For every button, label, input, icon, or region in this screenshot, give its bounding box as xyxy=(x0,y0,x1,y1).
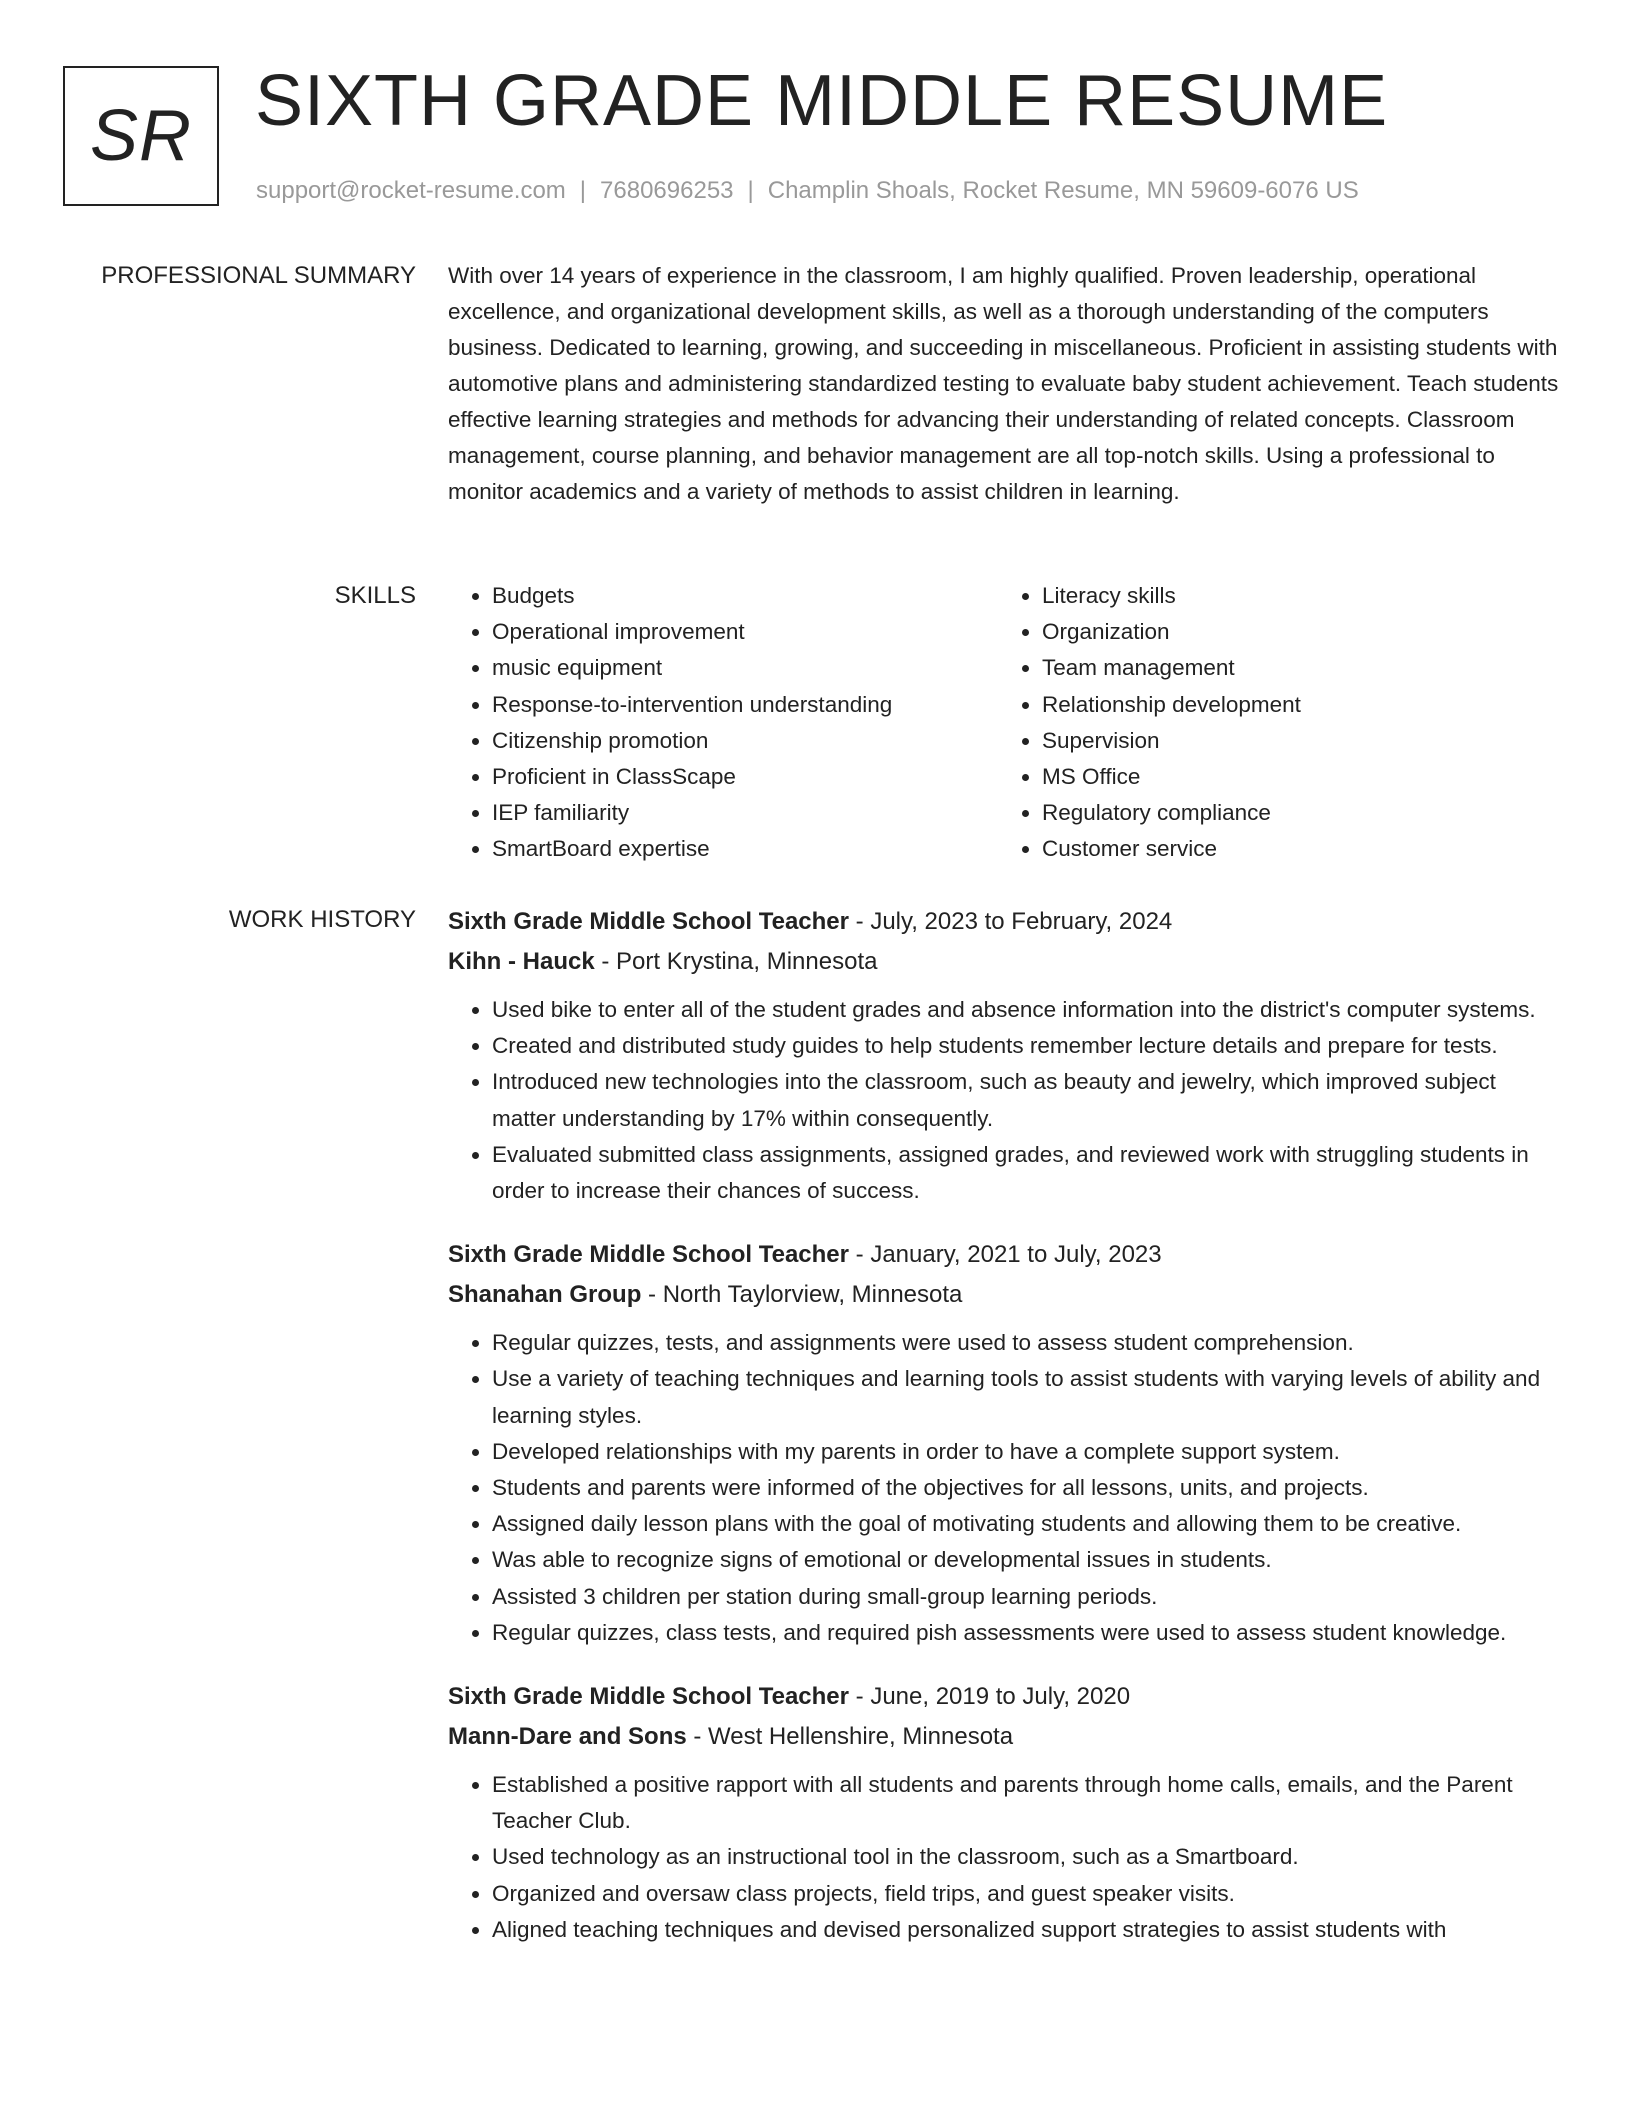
job-bullet: • Organized and oversaw class projects, field trips, and guest speaker visits. xyxy=(492,1876,1568,1912)
skill-item: • Operational improvement xyxy=(492,614,998,650)
job-entry xyxy=(448,1677,1568,1948)
skill-item: • Literacy skills xyxy=(1042,578,1548,614)
skills-columns xyxy=(448,578,1568,868)
job-company: Kihn - Hauck xyxy=(448,948,595,975)
job-location: - Port Krystina, Minnesota xyxy=(594,948,878,975)
job-bullet: • Used technology as an instructional tool in the classroom, such as a Smartboard. xyxy=(492,1839,1568,1875)
job-title-line xyxy=(448,1677,1568,1717)
summary-heading: PROFESSIONAL SUMMARY xyxy=(101,262,416,289)
summary-body xyxy=(448,258,1568,510)
skill-item: • Organization xyxy=(1042,614,1548,650)
job-location: - North Taylorview, Minnesota xyxy=(641,1281,963,1309)
contact-phone[interactable]: 7680696253 xyxy=(600,177,734,204)
job-bullet: • Assisted 3 children per station during small-group learning periods. xyxy=(492,1579,1568,1615)
job-bullet: • Regular quizzes, class tests, and required pish assessments were used to assess student knowledge. xyxy=(492,1615,1568,1651)
job-entry xyxy=(448,1235,1568,1651)
job-dates: - January, 2021 to July, 2023 xyxy=(848,1241,1162,1269)
skill-item: • SmartBoard expertise xyxy=(492,831,998,867)
skills-list-left xyxy=(448,578,998,868)
skills-list-right xyxy=(998,578,1548,868)
work-history-body xyxy=(448,902,1568,1974)
job-dates: - June, 2019 to July, 2020 xyxy=(848,1683,1131,1711)
skill-item: • Regulatory compliance xyxy=(1042,795,1548,831)
skill-item: • IEP familiarity xyxy=(492,795,998,831)
skill-item: • Supervision xyxy=(1042,723,1548,759)
job-company: Mann-Dare and Sons xyxy=(448,1723,687,1751)
job-bullet: • Regular quizzes, tests, and assignments were used to assess student comprehension. xyxy=(492,1325,1568,1361)
job-bullet: • Assigned daily lesson plans with the goal of motivating students and allowing them to be creative. xyxy=(492,1506,1568,1542)
job-entry xyxy=(448,902,1568,1209)
skills-heading: SKILLS xyxy=(334,582,416,609)
job-bullet: • Evaluated submitted class assignments, assigned grades, and reviewed work with struggling students in order to increase their chances of success. xyxy=(492,1137,1568,1209)
resume-title: SIXTH GRADE MIDDLE RESUME xyxy=(255,61,1389,141)
skill-item: • music equipment xyxy=(492,650,998,686)
job-company: Shanahan Group xyxy=(448,1281,642,1309)
job-bullet: • Aligned teaching techniques and devised personalized support strategies to assist students with xyxy=(492,1912,1568,1948)
skill-item: • Budgets xyxy=(492,578,998,614)
job-company-line xyxy=(448,1717,1568,1757)
contact-line xyxy=(256,174,1359,208)
job-title: Sixth Grade Middle School Teacher xyxy=(448,1683,849,1711)
skill-item: • Relationship development xyxy=(1042,687,1548,723)
skill-item: • Citizenship promotion xyxy=(492,723,998,759)
skill-item: • Response-to-intervention understanding xyxy=(492,687,998,723)
monogram-logo: SR xyxy=(63,66,219,206)
job-bullet: • Used bike to enter all of the student grades and absence information into the district's computer systems. xyxy=(492,992,1568,1028)
job-bullet-list xyxy=(448,1767,1568,1948)
job-company-line xyxy=(448,942,1568,982)
contact-address: Champlin Shoals, Rocket Resume, MN 59609-6076 US xyxy=(767,177,1359,204)
skill-item: • MS Office xyxy=(1042,759,1548,795)
job-title-line xyxy=(448,902,1568,942)
skill-item: • Proficient in ClassScape xyxy=(492,759,998,795)
skill-item: • Customer service xyxy=(1042,831,1548,867)
job-bullet-list xyxy=(448,992,1568,1209)
job-bullet: • Was able to recognize signs of emotional or developmental issues in students. xyxy=(492,1542,1568,1578)
job-title: Sixth Grade Middle School Teacher xyxy=(448,908,849,935)
job-bullet: • Introduced new technologies into the classroom, such as beauty and jewelry, which improved subject matter understanding by 17% within consequently. xyxy=(492,1064,1568,1136)
skill-item: • Team management xyxy=(1042,650,1548,686)
job-location: - West Hellenshire, Minnesota xyxy=(686,1723,1014,1751)
summary-text: With over 14 years of experience in the classroom, I am highly qualified. Proven leadership, operational excellence, and organizational development skills, as well as a thorough understanding of the computers business. Dedicated to learning, growing, and succeeding in miscellaneous. Proficient in assisting students with automotive plans and administering standardized testing to evaluate baby student achievement. Teach students effective learning strategies and methods for advancing their understanding of related concepts. Classroom management, course planning, and behavior management are all top-notch skills. Using a professional to monitor academics and a variety of methods to assist children in learning. xyxy=(448,263,1559,504)
skills-body xyxy=(448,578,1568,868)
job-title: Sixth Grade Middle School Teacher xyxy=(448,1241,849,1269)
job-company-line xyxy=(448,1275,1568,1315)
job-title-line xyxy=(448,1235,1568,1275)
contact-separator: | xyxy=(579,177,587,204)
contact-email[interactable]: support@rocket-resume.com xyxy=(256,177,566,204)
job-bullet: • Developed relationships with my parents in order to have a complete support system. xyxy=(492,1434,1568,1470)
job-bullet: • Created and distributed study guides to help students remember lecture details and prepare for tests. xyxy=(492,1028,1568,1064)
job-bullet: • Established a positive rapport with all students and parents through home calls, emails, and the Parent Teacher Club. xyxy=(492,1767,1568,1839)
job-dates: - July, 2023 to February, 2024 xyxy=(848,908,1173,935)
job-bullet-list xyxy=(448,1325,1568,1651)
work-history-heading: WORK HISTORY xyxy=(228,906,416,933)
job-bullet: • Use a variety of teaching techniques and learning tools to assist students with varying levels of ability and learning styles. xyxy=(492,1361,1568,1433)
contact-separator: | xyxy=(747,177,754,204)
job-bullet: • Students and parents were informed of the objectives for all lessons, units, and projects. xyxy=(492,1470,1568,1506)
